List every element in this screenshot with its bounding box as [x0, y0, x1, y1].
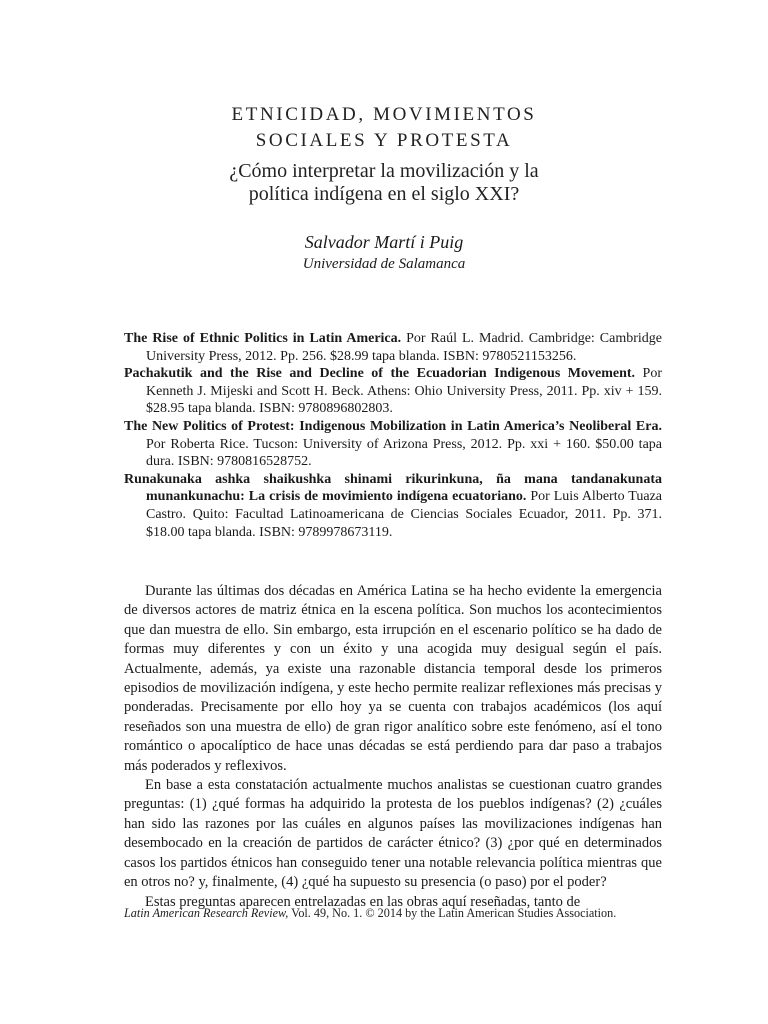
journal-name: Latin American Research Review, [124, 906, 289, 920]
article-title-line-1: ETNICIDAD, MOVIMIENTOS [231, 104, 537, 125]
body-paragraph: Durante las últimas dos décadas en América Latina se ha hecho evidente la emergencia de diversos actores de matriz étnica en la escena política. Son muchos los acontecimientos que dan muestra de ello. Sin embargo, esta irrupción en el escenario político se ha dado de formas muy diferentes y con un éxito y una acogida muy desigual según el país. Actualmente, además, ya existe una razonable distancia temporal desde los primeros episodios de movilización indígena, y este hecho permite realizar reflexiones más precisas y ponderadas. Precisamente por ello hoy ya se cuenta con trabajos académicos (los aquí reseñados son una muestra de ello) de gran rigor analítico sobre este fenómeno, así el tono romántico o apocalíptico de hace unas décadas se está perdiendo para dar paso a trabajos más poderados y reflexivos. [124, 583, 662, 774]
book-title: The New Politics of Protest: Indigenous Mobilization in Latin America’s Neoliberal Era. [124, 418, 662, 434]
article-subtitle-line-2: política indígena en el siglo XXI? [248, 183, 520, 205]
body-paragraph: Estas preguntas aparecen entrelazadas en las obras aquí reseñadas, tanto de [145, 893, 581, 910]
author-affiliation: Universidad de Salamanca [302, 256, 466, 272]
reviewed-book-entry [124, 365, 662, 418]
article-body [124, 582, 662, 912]
author-name: Salvador Martí i Puig [304, 232, 464, 252]
book-title: Runakunaka ashka shaikushka shinami rikurinkuna, ña mana tandanakunata munankunachu: La crisis de movimiento indígena ecuatoriano. [124, 471, 662, 505]
article-subtitle-line-1: ¿Cómo interpretar la movilización y la [229, 160, 539, 182]
journal-citation: Vol. 49, No. 1. © 2014 by the Latin American Studies Association. [288, 906, 617, 920]
article-title-line-2: SOCIALES Y PROTESTA [255, 130, 513, 151]
reviewed-book-entry [124, 330, 662, 365]
book-title: Pachakutik and the Rise and Decline of the Ecuadorian Indigenous Movement. [124, 366, 636, 382]
reviewed-books-list [124, 330, 662, 541]
journal-footer [124, 906, 662, 921]
body-paragraph: En base a esta constatación actualmente muchos analistas se cuestionan cuatro grandes preguntas: (1) ¿qué formas ha adquirido la protesta de los pueblos indígenas? (2) ¿cuáles han sido las razones por las cuáles en algunos países las movilizaciones indígenas han desembocado en la creación de partidos de carácter étnico? (3) ¿por qué en determinados casos los partidos étnicos han conseguido tener una notable relevancia política mientras que en otros no? y, finalmente, (4) ¿qué ha supuesto su presencia (o paso) por el poder? [124, 777, 662, 891]
book-details: Por Roberta Rice. Tucson: University of Arizona Press, 2012. Pp. xxi + 160. $50.00 tapa dura. ISBN: 9780816528752. [146, 436, 662, 470]
reviewed-book-entry [124, 471, 662, 541]
book-details: Por Luis Alberto Tuaza Castro. Quito: Facultad Latinoamericana de Ciencias Sociales Ecuador, 2011. Pp. 371. $18.00 tapa blanda. ISBN: 9789978673119. [146, 489, 662, 540]
book-details: Por Kenneth J. Mijeski and Scott H. Beck. Athens: Ohio University Press, 2011. Pp. xiv + 159. $28.95 tapa blanda. ISBN: 9780896802803. [146, 366, 663, 417]
book-title: The Rise of Ethnic Politics in Latin America. [124, 331, 402, 346]
book-details: Por Raúl L. Madrid. Cambridge: Cambridge University Press, 2012. Pp. 256. $28.99 tapa blanda. ISBN: 9780521153256. [146, 331, 662, 364]
reviewed-book-entry [124, 418, 662, 471]
